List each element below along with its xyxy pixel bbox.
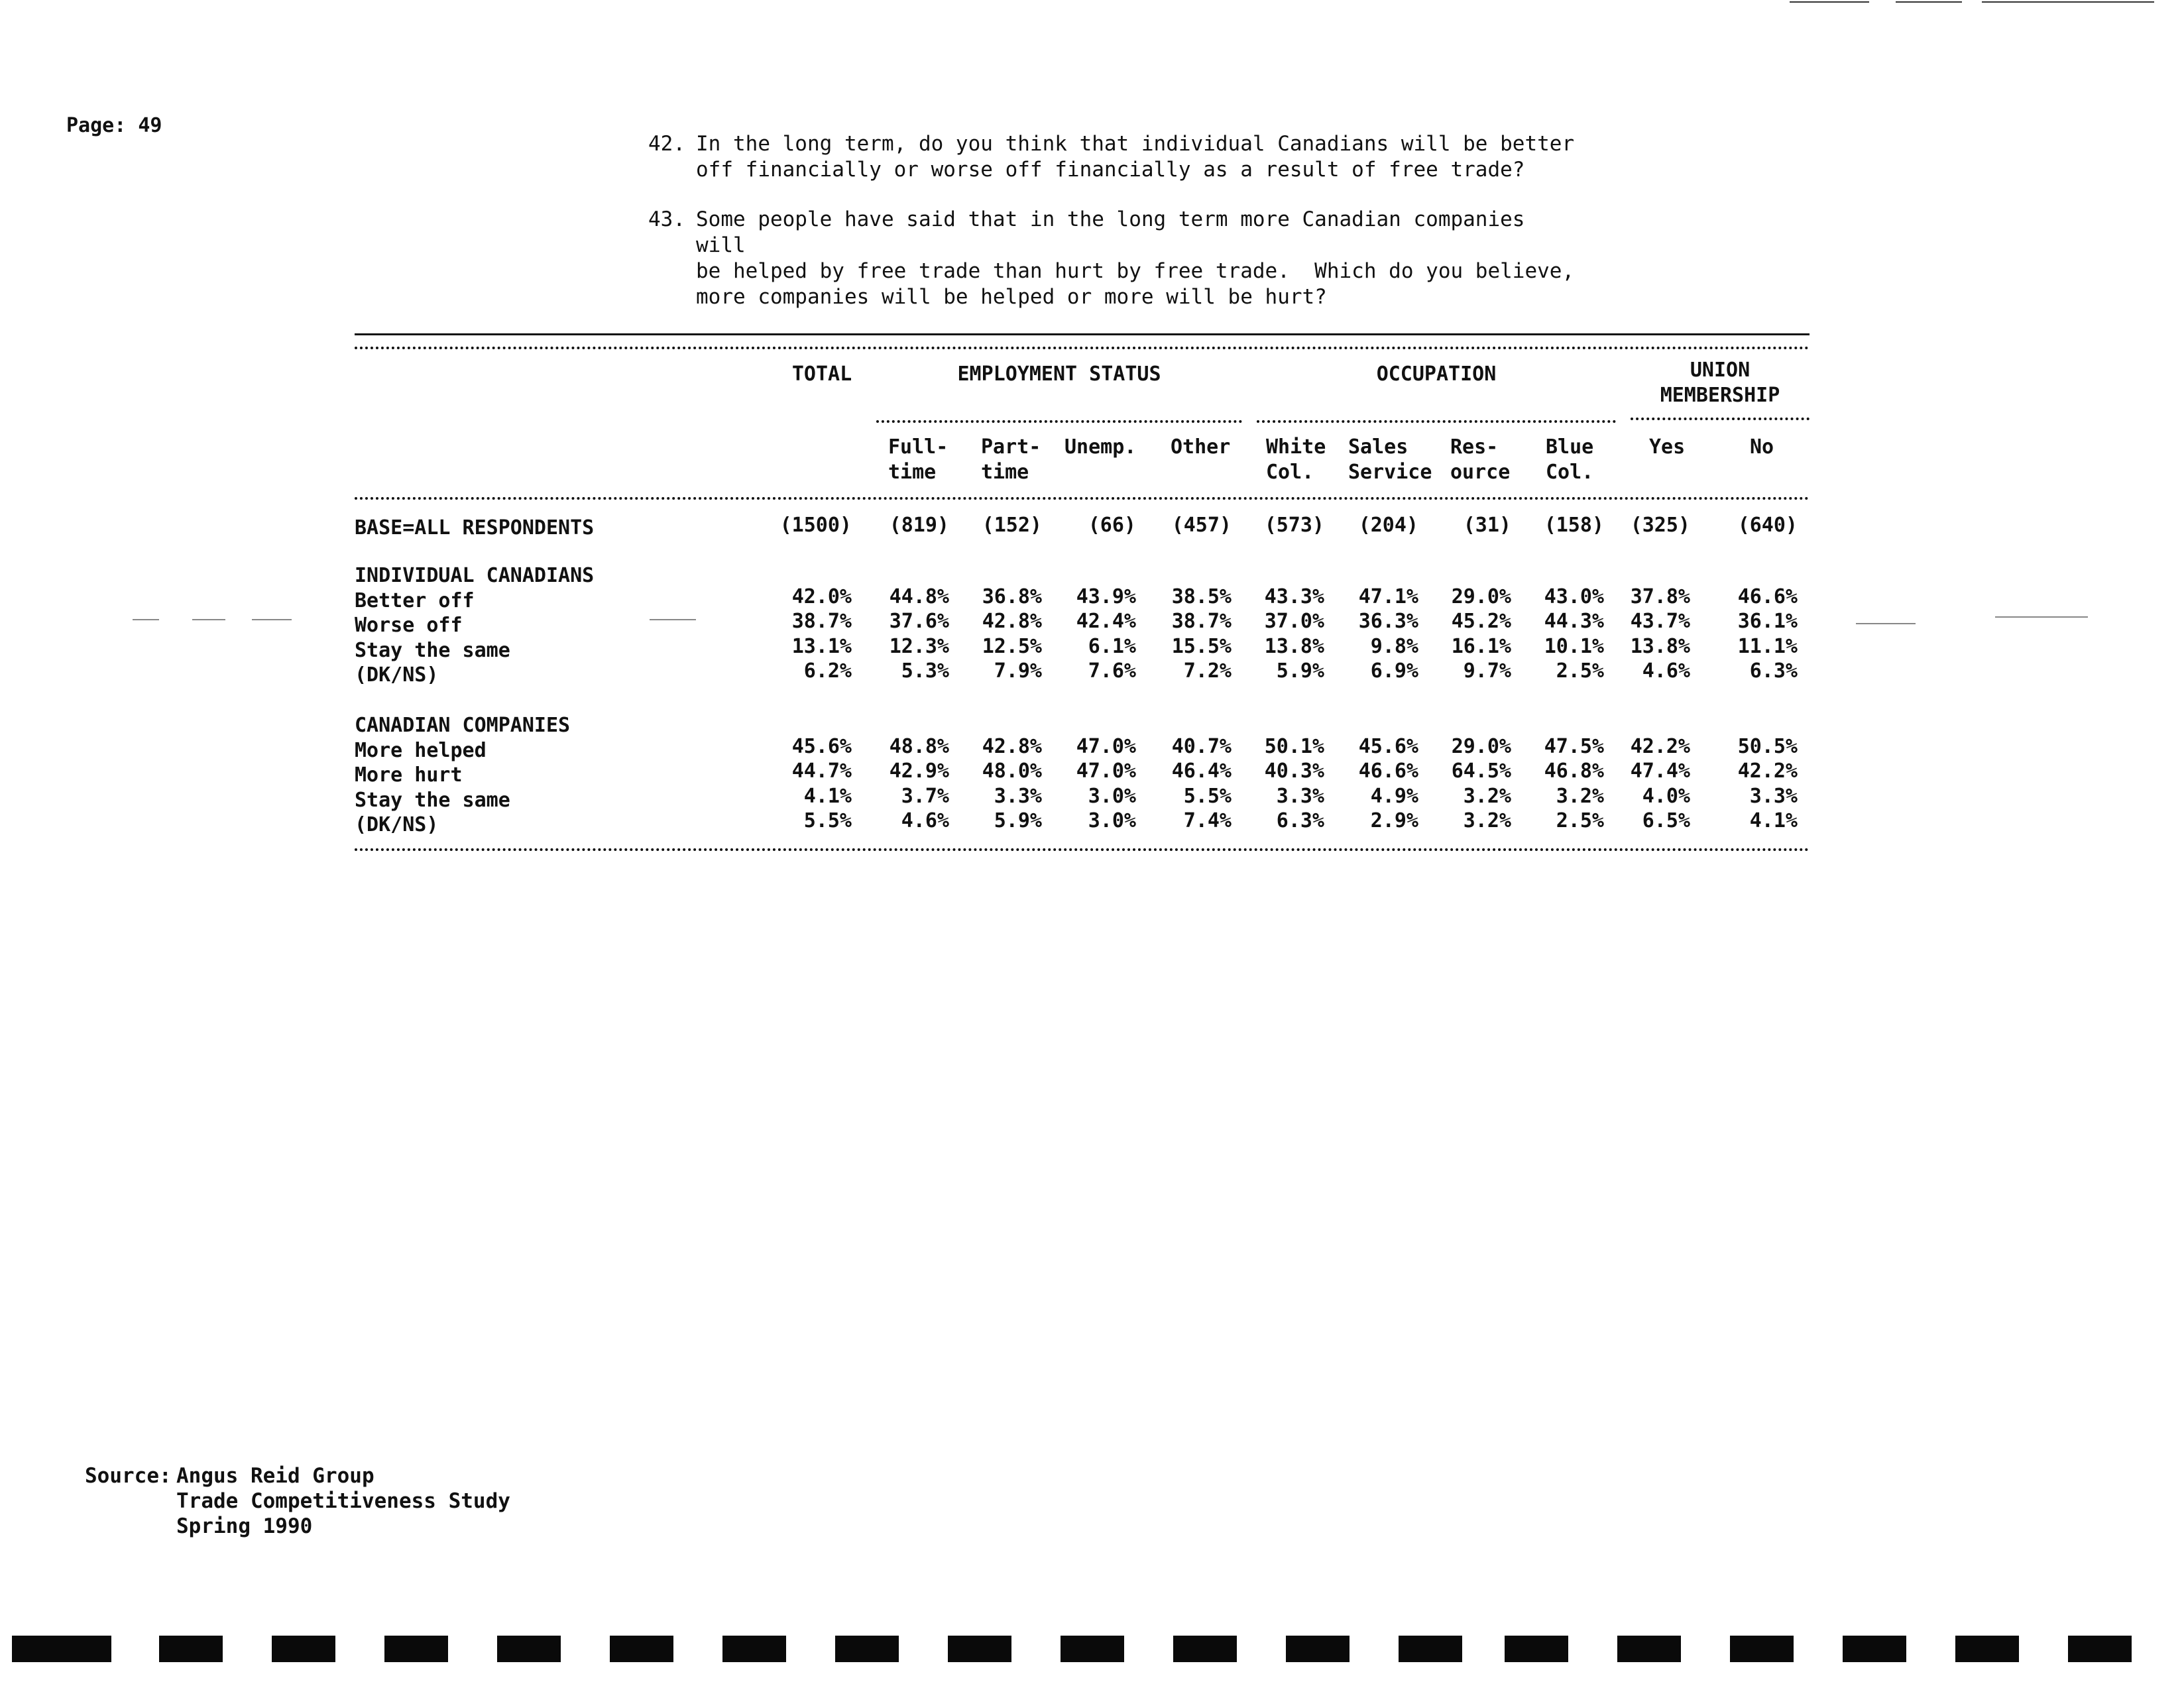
- table-cell: 4.6%: [901, 809, 949, 832]
- header-union-line1: UNION: [1690, 359, 1751, 382]
- column-subheader: No: [1750, 435, 1774, 459]
- scan-speck: [650, 619, 696, 620]
- table-cell: 50.5%: [1737, 734, 1798, 758]
- source-line: Spring 1990: [176, 1514, 313, 1538]
- table-cell: 47.0%: [1076, 759, 1136, 783]
- table-cell: 4.1%: [1749, 809, 1798, 832]
- table-cell: 12.5%: [982, 634, 1042, 658]
- table-cell: 7.4%: [1183, 809, 1232, 832]
- table-bottom-rule: [355, 848, 1810, 851]
- table-top-rule: [355, 333, 1810, 335]
- base-row-label: BASE=ALL RESPONDENTS: [355, 516, 595, 539]
- table-cell: 16.1%: [1451, 634, 1511, 658]
- table-cell: 64.5%: [1451, 759, 1511, 783]
- section-title: INDIVIDUAL CANADIANS: [355, 564, 595, 587]
- table-cell: 9.7%: [1463, 659, 1511, 683]
- column-subheader: Col.: [1546, 461, 1594, 484]
- table-cell: 13.8%: [1630, 634, 1690, 658]
- tape-hole: [1730, 1636, 1794, 1662]
- table-cell: 44.7%: [791, 759, 852, 783]
- header-total: TOTAL: [791, 363, 852, 386]
- tape-hole: [2068, 1636, 2132, 1662]
- table-cell: 29.0%: [1451, 585, 1511, 608]
- scan-speck: [192, 619, 225, 620]
- scan-speck: [252, 619, 292, 620]
- tape-hole: [1173, 1636, 1237, 1662]
- column-subheader: ource: [1450, 461, 1511, 484]
- table-cell: 45.6%: [1358, 734, 1418, 758]
- column-subheader: Sales: [1348, 435, 1408, 459]
- row-label: Better off: [355, 589, 475, 612]
- table-cell: 36.1%: [1737, 610, 1798, 633]
- table-cell: 6.1%: [1088, 634, 1136, 658]
- tape-hole: [1843, 1636, 1906, 1662]
- table-cell: 15.5%: [1171, 634, 1232, 658]
- scan-speck: [1995, 616, 2088, 618]
- table-cell: 42.4%: [1076, 610, 1136, 633]
- table-cell: 5.9%: [1276, 659, 1324, 683]
- base-value: (204): [1358, 514, 1418, 537]
- table-cell: 47.0%: [1076, 734, 1136, 758]
- base-value: (640): [1737, 514, 1798, 537]
- table-cell: 4.1%: [803, 784, 852, 808]
- base-value: (457): [1171, 514, 1232, 537]
- tape-hole: [1505, 1636, 1568, 1662]
- table-cell: 3.2%: [1463, 809, 1511, 832]
- column-subheader: Full-: [888, 435, 948, 459]
- base-value: (573): [1264, 514, 1324, 537]
- question-text: Some people have said that in the long term more Canadian companies will be helped by free trade than hurt by free trade. Which do you believe, more companies will be helped or more will be hurt?: [696, 207, 1575, 309]
- table-cell: 47.5%: [1544, 734, 1604, 758]
- table-cell: 9.8%: [1370, 634, 1418, 658]
- table-cell: 7.9%: [994, 659, 1042, 683]
- employment-group-rule: [876, 420, 1242, 423]
- table-cell: 29.0%: [1451, 734, 1511, 758]
- table-cell: 5.3%: [901, 659, 949, 683]
- column-subheader: Col.: [1266, 461, 1314, 484]
- table-cell: 44.8%: [889, 585, 949, 608]
- table-cell: 48.0%: [982, 759, 1042, 783]
- union-group-rule: [1631, 418, 1810, 420]
- scan-artifact-line: [1896, 1, 1962, 3]
- table-cell: 43.3%: [1264, 585, 1324, 608]
- tape-hole: [835, 1636, 899, 1662]
- table-cell: 44.3%: [1544, 610, 1604, 633]
- table-cell: 3.0%: [1088, 809, 1136, 832]
- table-cell: 4.9%: [1370, 784, 1418, 808]
- tape-hole: [159, 1636, 223, 1662]
- base-value: (1500): [779, 514, 852, 537]
- table-cell: 43.7%: [1630, 610, 1690, 633]
- table-cell: 36.8%: [982, 585, 1042, 608]
- source-line: Angus Reid Group: [176, 1464, 374, 1488]
- table-cell: 46.6%: [1358, 759, 1418, 783]
- scan-speck: [1856, 623, 1916, 624]
- table-cell: 3.2%: [1463, 784, 1511, 808]
- row-label: Stay the same: [355, 638, 510, 662]
- table-cell: 6.5%: [1642, 809, 1690, 832]
- section-title: CANADIAN COMPANIES: [355, 714, 571, 737]
- tape-hole: [610, 1636, 673, 1662]
- header-occupation: OCCUPATION: [1376, 363, 1497, 386]
- table-cell: 46.8%: [1544, 759, 1604, 783]
- tape-hole: [272, 1636, 335, 1662]
- column-subheader: time: [888, 461, 937, 484]
- table-cell: 45.2%: [1451, 610, 1511, 633]
- question-number: 43.: [648, 207, 685, 231]
- table-cell: 42.8%: [982, 734, 1042, 758]
- scan-artifact-line: [1790, 1, 1869, 3]
- column-subheader: White: [1266, 435, 1326, 459]
- header-union-line2: MEMBERSHIP: [1660, 384, 1780, 407]
- table-cell: 38.7%: [1171, 610, 1232, 633]
- table-cell: 46.4%: [1171, 759, 1232, 783]
- table-cell: 3.7%: [901, 784, 949, 808]
- table-cell: 42.2%: [1630, 734, 1690, 758]
- table-cell: 42.8%: [982, 610, 1042, 633]
- table-cell: 38.5%: [1171, 585, 1232, 608]
- table-cell: 3.3%: [1276, 784, 1324, 808]
- table-cell: 4.0%: [1642, 784, 1690, 808]
- base-value: (819): [889, 514, 949, 537]
- table-cell: 13.1%: [791, 634, 852, 658]
- table-cell: 2.5%: [1556, 659, 1604, 683]
- table-cell: 7.2%: [1183, 659, 1232, 683]
- tape-hole: [1955, 1636, 2019, 1662]
- tape-hole: [12, 1636, 111, 1662]
- table-cell: 45.6%: [791, 734, 852, 758]
- header-employment-status: EMPLOYMENT STATUS: [957, 363, 1161, 386]
- table-cell: 3.2%: [1556, 784, 1604, 808]
- table-cell: 47.4%: [1630, 759, 1690, 783]
- table-cell: 6.2%: [803, 659, 852, 683]
- base-value: (31): [1463, 514, 1511, 537]
- table-cell: 6.9%: [1370, 659, 1418, 683]
- column-subheader: Service: [1348, 461, 1432, 484]
- row-label: Worse off: [355, 614, 463, 637]
- tape-hole: [1617, 1636, 1681, 1662]
- table-cell: 2.9%: [1370, 809, 1418, 832]
- table-cell: 38.7%: [791, 610, 852, 633]
- table-cell: 6.3%: [1749, 659, 1798, 683]
- table-cell: 43.9%: [1076, 585, 1136, 608]
- question-42: [648, 131, 1576, 183]
- scan-speck: [133, 619, 159, 620]
- table-cell: 48.8%: [889, 734, 949, 758]
- column-subheader: time: [981, 461, 1029, 484]
- tape-hole: [384, 1636, 448, 1662]
- table-cell: 36.3%: [1358, 610, 1418, 633]
- page-number: Page: 49: [66, 114, 162, 137]
- base-value: (158): [1544, 514, 1604, 537]
- row-label: (DK/NS): [355, 813, 439, 836]
- table-cell: 5.9%: [994, 809, 1042, 832]
- table-cell: 42.0%: [791, 585, 852, 608]
- table-cell: 43.0%: [1544, 585, 1604, 608]
- occupation-group-rule: [1257, 420, 1616, 423]
- tape-hole: [722, 1636, 786, 1662]
- source-line: Trade Competitiveness Study: [176, 1489, 510, 1513]
- table-cell: 13.8%: [1264, 634, 1324, 658]
- table-cell: 3.3%: [1749, 784, 1798, 808]
- base-value: (325): [1630, 514, 1690, 537]
- tape-hole: [497, 1636, 561, 1662]
- column-subheader: Res-: [1450, 435, 1499, 459]
- table-cell: 37.0%: [1264, 610, 1324, 633]
- question-number: 42.: [648, 132, 685, 156]
- column-subheader: Part-: [981, 435, 1041, 459]
- table-cell: 4.6%: [1642, 659, 1690, 683]
- tape-hole: [1286, 1636, 1350, 1662]
- question-text: In the long term, do you think that individual Canadians will be better off financially or worse off financially as a result of free trade?: [696, 132, 1575, 182]
- header-bottom-rule: [355, 497, 1810, 500]
- row-label: Stay the same: [355, 788, 510, 812]
- table-cell: 3.0%: [1088, 784, 1136, 808]
- table-cell: 37.6%: [889, 610, 949, 633]
- table-cell: 11.1%: [1737, 634, 1798, 658]
- column-subheader: Yes: [1649, 435, 1686, 459]
- table-cell: 50.1%: [1264, 734, 1324, 758]
- table-cell: 5.5%: [803, 809, 852, 832]
- row-label: (DK/NS): [355, 663, 439, 687]
- table-cell: 42.2%: [1737, 759, 1798, 783]
- tape-hole: [1399, 1636, 1462, 1662]
- table-cell: 40.3%: [1264, 759, 1324, 783]
- tape-hole: [948, 1636, 1011, 1662]
- table-cell: 2.5%: [1556, 809, 1604, 832]
- table-top-dotted-rule: [355, 347, 1810, 349]
- row-label: More hurt: [355, 763, 463, 787]
- table-cell: 10.1%: [1544, 634, 1604, 658]
- table-cell: 6.3%: [1276, 809, 1324, 832]
- base-value: (152): [982, 514, 1042, 537]
- base-value: (66): [1088, 514, 1136, 537]
- scan-artifact-line: [1982, 1, 2154, 3]
- source-label: Source:: [85, 1464, 172, 1488]
- table-cell: 46.6%: [1737, 585, 1798, 608]
- column-subheader: Blue: [1546, 435, 1594, 459]
- table-cell: 40.7%: [1171, 734, 1232, 758]
- table-cell: 42.9%: [889, 759, 949, 783]
- table-cell: 5.5%: [1183, 784, 1232, 808]
- column-subheader: Other: [1171, 435, 1231, 459]
- question-43: [648, 207, 1576, 310]
- column-subheader: Unemp.: [1064, 435, 1137, 459]
- table-cell: 12.3%: [889, 634, 949, 658]
- table-cell: 37.8%: [1630, 585, 1690, 608]
- source-note: [85, 1463, 510, 1539]
- table-cell: 3.3%: [994, 784, 1042, 808]
- table-cell: 47.1%: [1358, 585, 1418, 608]
- table-cell: 7.6%: [1088, 659, 1136, 683]
- tape-hole: [1061, 1636, 1124, 1662]
- row-label: More helped: [355, 738, 487, 762]
